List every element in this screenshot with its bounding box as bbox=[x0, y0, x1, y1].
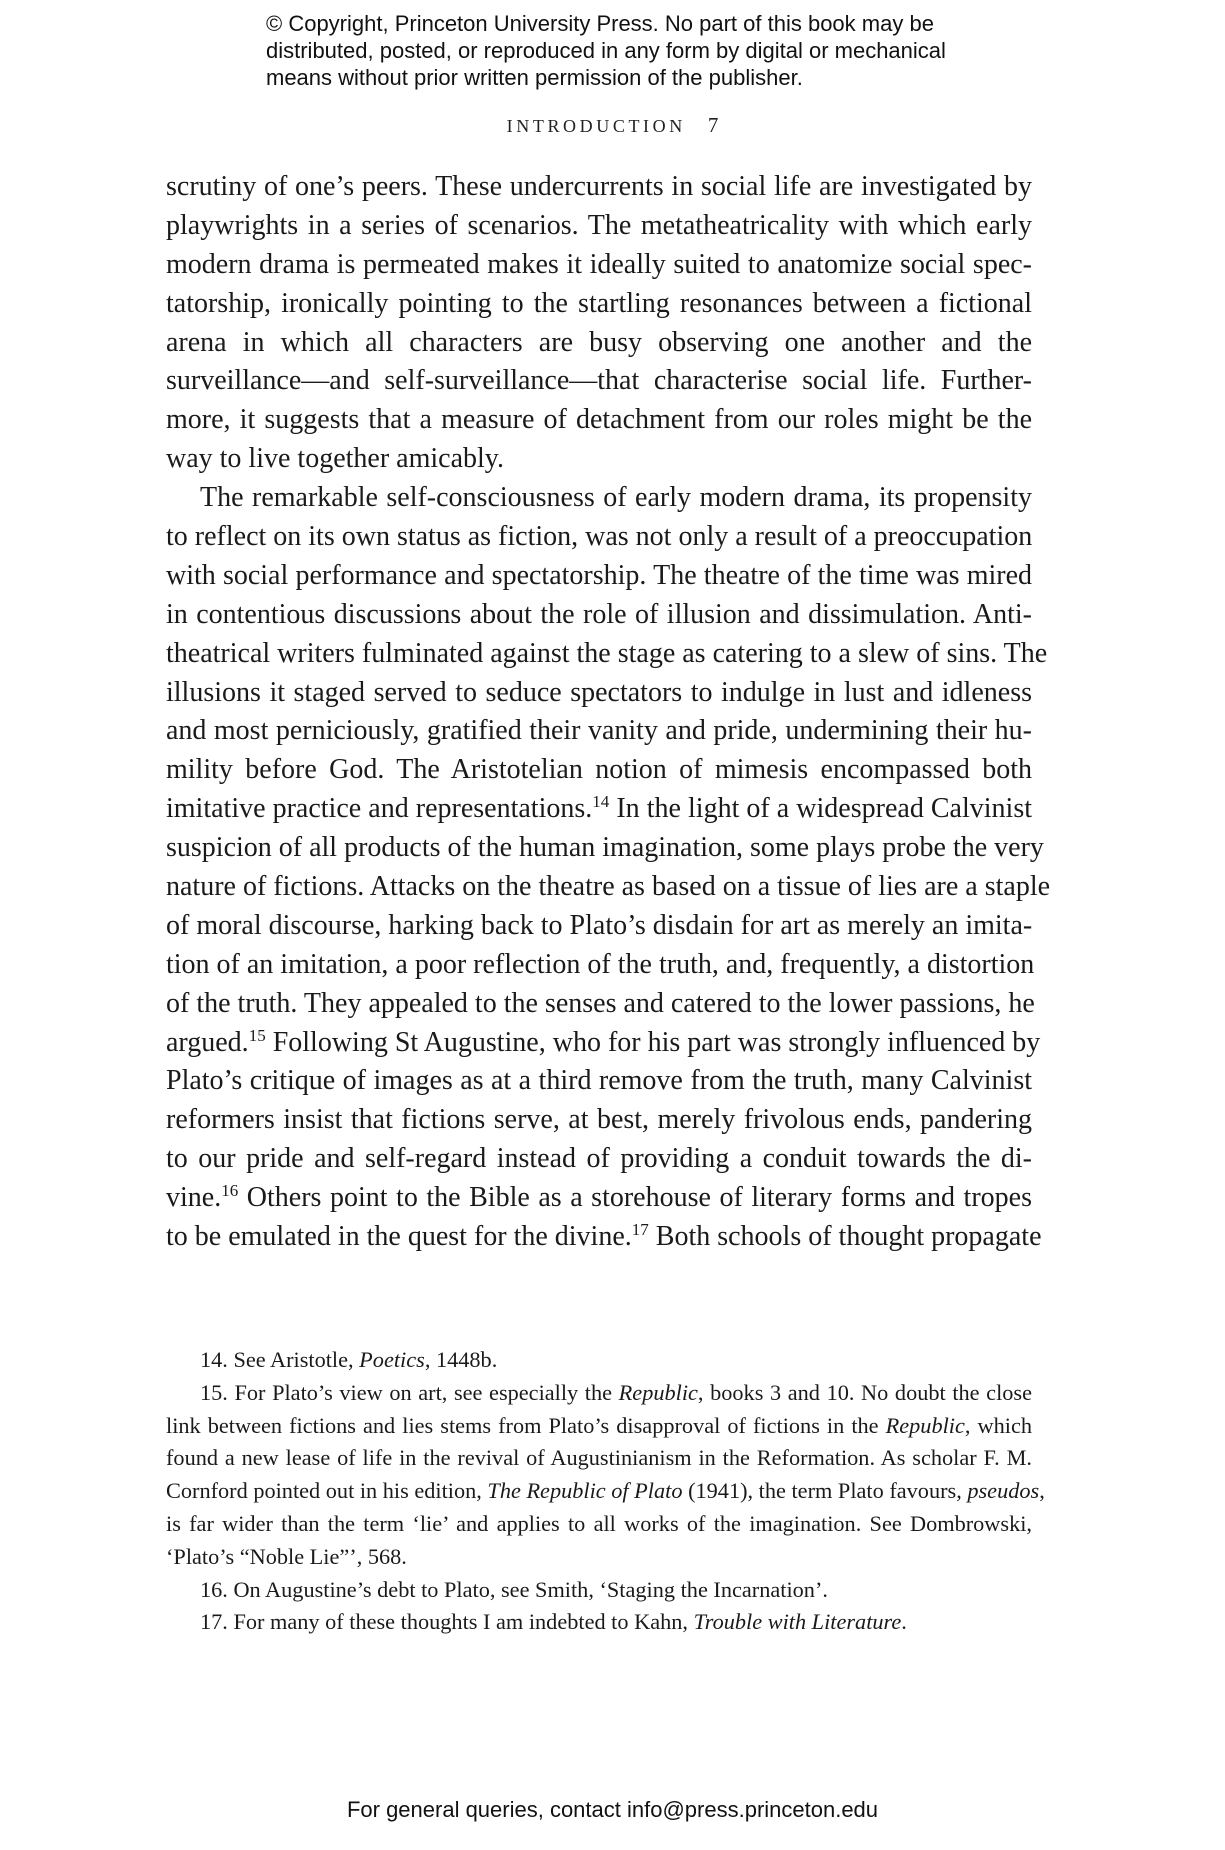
body-segment: Both schools of thought propagate bbox=[648, 1221, 1042, 1253]
footnote-title: Trouble with Literature bbox=[693, 1609, 902, 1635]
footnote-15 bbox=[166, 1377, 1032, 1410]
body-line: suspicion of all products of the human imagination, some plays probe the very bbox=[166, 832, 1044, 864]
body-line: of the truth. They appealed to the senses and catered to the lower passions, he bbox=[166, 987, 1035, 1019]
footnote-line: ‘Plato’s “Noble Lie”’, 568. bbox=[166, 1543, 407, 1569]
footnote-text: , bbox=[1039, 1478, 1045, 1504]
copyright-line: distributed, posted, or reproduced in any form by digital or mechanical bbox=[266, 38, 946, 63]
footnote-text: 14. See Aristotle, bbox=[200, 1347, 360, 1372]
footnote-16: 16. On Augustine’s debt to Plato, see Smith, ‘Staging the Incarnation’. bbox=[200, 1576, 828, 1602]
footnote-title: The Republic of Plato bbox=[487, 1478, 683, 1504]
copyright-line: means without prior written permission of the publisher. bbox=[266, 65, 803, 90]
body-line: reformers insist that fictions serve, at best, merely frivolous ends, pandering bbox=[166, 1104, 1032, 1136]
footnote-term: pseudos bbox=[967, 1478, 1040, 1504]
footnotes bbox=[166, 1344, 1045, 1639]
body-line: and most perniciously, gratified their vanity and pride, undermining their hu- bbox=[166, 715, 1032, 747]
body-segment: vine. bbox=[166, 1182, 222, 1214]
body-line bbox=[166, 1218, 1042, 1257]
body-line bbox=[166, 1024, 1041, 1063]
copyright-notice bbox=[266, 10, 1026, 91]
body-segment: Others point to the Bible as a storehouse of literary forms and tropes bbox=[238, 1182, 1032, 1214]
body-line: illusions it staged served to seduce spectators to indulge in lust and idleness bbox=[166, 676, 1032, 708]
body-line: mility before God. The Aristotelian notion of mimesis encompassed both bbox=[166, 754, 1032, 786]
footnote-text: , books 3 and 10. No doubt the close bbox=[697, 1379, 1032, 1405]
footnote-line bbox=[166, 1475, 1045, 1508]
body-line: scrutiny of one’s peers. These undercurrents in social life are investigated by bbox=[166, 171, 1032, 202]
footnote-line bbox=[166, 1410, 1032, 1443]
footnote-text: . bbox=[901, 1609, 907, 1635]
footnote-text: link between fictions and lies stems from Plato’s disapproval of fictions in the bbox=[166, 1412, 886, 1438]
body-line: nature of fictions. Attacks on the theatre as based on a tissue of lies are a staple bbox=[166, 871, 1051, 903]
footnote-text: 15. For Plato’s view on art, see especially the bbox=[200, 1379, 619, 1405]
body-line: arena in which all characters are busy observing one another and the bbox=[166, 326, 1032, 358]
body-line bbox=[166, 790, 1032, 829]
body-text bbox=[166, 168, 1051, 1257]
body-line: tion of an imitation, a poor reflection of the truth, and, frequently, a distortion bbox=[166, 948, 1035, 980]
footnote-line: found a new lease of life in the revival of Augustinianism in the Reformation. As scholar F. M. bbox=[166, 1445, 1032, 1471]
body-segment: to be emulated in the quest for the divine. bbox=[166, 1221, 632, 1253]
footer-contact: For general queries, contact info@press.princeton.edu bbox=[346, 1797, 879, 1822]
footnote-text: 17. For many of these thoughts I am indebted to Kahn, bbox=[200, 1609, 694, 1635]
footnote-ref-17[interactable]: 17 bbox=[631, 1220, 649, 1240]
body-line: way to live together amicably. bbox=[166, 443, 504, 475]
body-segment: Following St Augustine, who for his part was strongly influenced by bbox=[265, 1026, 1041, 1058]
footnote-text: , which bbox=[964, 1412, 1032, 1438]
chapter-title: INTRODUCTION bbox=[506, 116, 686, 136]
footnote-text: (1941), the term Plato favours, bbox=[682, 1478, 968, 1504]
footnote-ref-14[interactable]: 14 bbox=[592, 792, 610, 812]
body-segment: argued. bbox=[166, 1026, 249, 1058]
footnote-title: Poetics bbox=[359, 1347, 425, 1372]
copyright-line: © Copyright, Princeton University Press. No part of this book may be bbox=[266, 11, 934, 36]
footnote-ref-16[interactable]: 16 bbox=[221, 1181, 239, 1201]
body-line: playwrights in a series of scenarios. The metatheatricality with which early bbox=[166, 209, 1032, 241]
body-line: surveillance—and self-surveillance—that characterise social life. Further- bbox=[166, 365, 1032, 397]
footnote-title: Republic bbox=[885, 1412, 965, 1438]
footnote-14 bbox=[166, 1344, 1032, 1377]
body-line: Plato’s critique of images as at a third remove from the truth, many Calvinist bbox=[166, 1065, 1032, 1097]
footnote-text: Cornford pointed out in his edition, bbox=[166, 1478, 488, 1504]
footnote-17 bbox=[166, 1606, 1032, 1639]
body-line: to reflect on its own status as fiction, was not only a result of a preoccupation bbox=[166, 521, 1033, 553]
footnote-line: is far wider than the term ‘lie’ and applies to all works of the imagination. See Dombrowski, bbox=[166, 1510, 1032, 1536]
page-number: 7 bbox=[707, 113, 719, 137]
footnote-text: , 1448b. bbox=[424, 1347, 498, 1372]
running-head bbox=[0, 113, 1225, 138]
body-segment: imitative practice and representations. bbox=[166, 793, 593, 825]
body-line: modern drama is permeated makes it ideally suited to anatomize social spec- bbox=[166, 248, 1032, 280]
footnote-title: Republic bbox=[618, 1379, 698, 1405]
footnote-ref-15[interactable]: 15 bbox=[248, 1025, 266, 1045]
body-line: with social performance and spectatorship. The theatre of the time was mired bbox=[166, 559, 1032, 591]
body-segment: In the light of a widespread Calvinist bbox=[609, 793, 1032, 825]
body-line: tatorship, ironically pointing to the startling resonances between a fictional bbox=[166, 287, 1032, 319]
body-line: of moral discourse, harking back to Plato’s disdain for art as merely an imita- bbox=[166, 909, 1033, 941]
body-line: The remarkable self-consciousness of early modern drama, its propensity bbox=[200, 482, 1032, 514]
body-line: in contentious discussions about the role of illusion and dissimulation. Anti- bbox=[166, 598, 1032, 630]
body-line: to our pride and self-regard instead of providing a conduit towards the di- bbox=[166, 1143, 1032, 1175]
body-line: more, it suggests that a measure of detachment from our roles might be the bbox=[166, 404, 1032, 436]
body-line: theatrical writers fulminated against the stage as catering to a slew of sins. The bbox=[166, 637, 1048, 669]
body-line bbox=[166, 1179, 1032, 1218]
